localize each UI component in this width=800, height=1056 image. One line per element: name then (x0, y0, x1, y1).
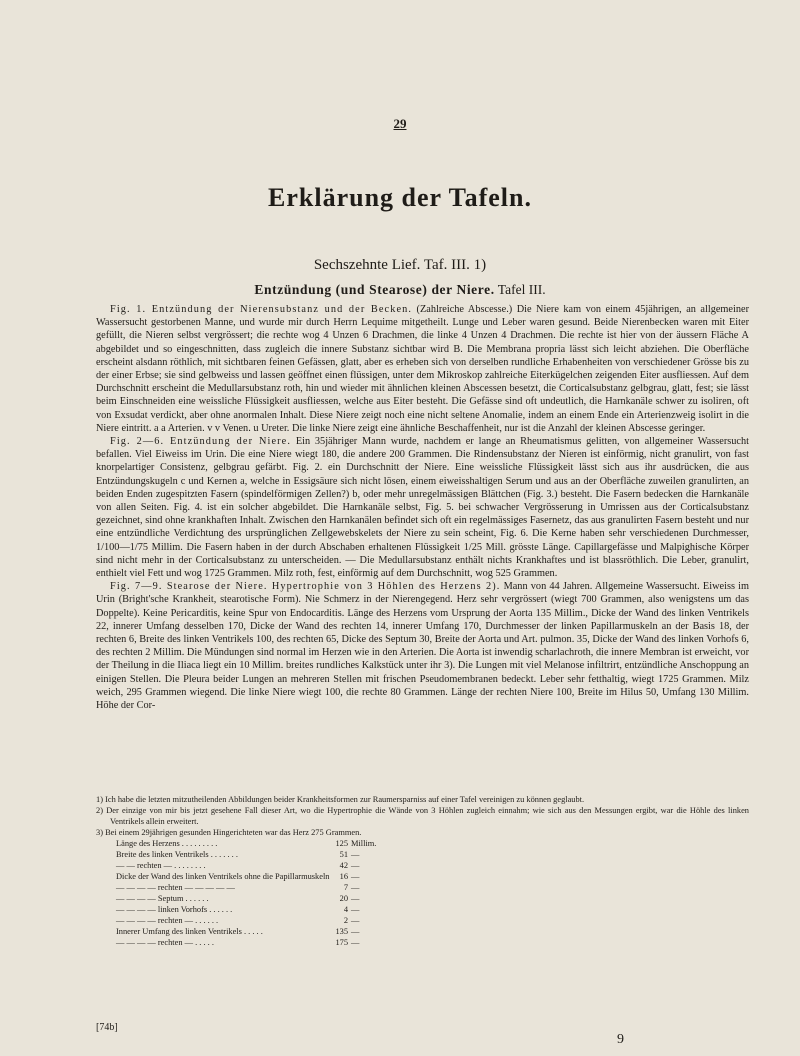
row-unit: — (351, 883, 360, 892)
table-row (116, 871, 376, 882)
page-number: 29 (393, 116, 407, 131)
paragraph-head: Fig. 2—6. Entzündung der Niere. (110, 436, 292, 448)
section-heading-bold: Entzündung (und Stearose) der Niere. (254, 282, 495, 297)
row-label: Innerer Umfang des linken Ventrikels . . . . . (116, 927, 263, 936)
table-row (116, 838, 376, 849)
subtitle: Sechszehnte Lief. Taf. III. 1) (313, 257, 487, 273)
row-unit: — (351, 850, 360, 859)
row-label: — — — — rechten — . . . . . . (116, 916, 219, 925)
body-text (96, 303, 749, 712)
paragraph-head: Fig. 1. Entzündung der Nierensubstanz und der Becken. (110, 304, 413, 315)
row-unit: — (351, 916, 360, 925)
paragraph-fig-1 (96, 303, 749, 435)
row-unit: Millim. (351, 839, 377, 848)
sheet-number: 9 (617, 1032, 624, 1047)
row-value: 125 (335, 839, 349, 848)
row-value: 16 (339, 872, 349, 881)
row-unit: — (351, 894, 360, 903)
row-unit: — (351, 861, 360, 870)
row-unit: — (351, 872, 360, 881)
table-row (116, 849, 376, 860)
section-heading (0, 282, 800, 298)
paragraph-fig-2-6 (96, 435, 749, 580)
row-value: 20 (339, 894, 349, 903)
row-value: 2 (343, 916, 349, 925)
heart-measurements-table (116, 838, 376, 948)
footnotes (96, 794, 749, 948)
table-row (116, 860, 376, 871)
row-unit: — (351, 905, 360, 914)
row-label: — — — — rechten — — — — — (116, 883, 235, 892)
section-heading-tail: Tafel III. (494, 282, 546, 297)
table-row (116, 904, 376, 915)
row-value: 4 (343, 905, 349, 914)
row-value: 42 (339, 861, 349, 870)
row-label: Dicke der Wand des linken Ventrikels ohne die Papillarmuskeln (116, 872, 330, 881)
footnote-3: 3) Bei einem 29jährigen gesunden Hingerichteten war das Herz 275 Grammen. (96, 828, 362, 837)
paragraph-text: Mann von 44 Jahren. Allgemeine Wassersucht. Eiweiss im Urin (Bright'sche Krankheit, stearotische Form). Nie Schmerz in der Nierengegend. Herz sehr vergrössert (wiegt 700 Grammen, also wenigstens um das Doppelte). Keine Pericarditis, keine Spur von Endocarditis. Länge des Herzens vom Ursprung der Aorta 135 Millim., Dicke der Wand des linken Ventrikels 22, innerer Umfang desselben 170, Dicke der Wand des rechten 14, innerer Umfang 170, Durchmesser der linken Papillarmuskeln an der Basis 18, der rechten 6, Breite des linken Ventrikels 100, des rechten 65, Dicke des Septum 30, Breite der Aorta und Art. pulmon. 35, Dicke der Wand des linken Vorhofs 6, des rechten 2 Millim. Die Mündungen sind normal im Herzen wie in den Arterien. Die Aorta ist inwendig scharlachroth, die innere Membran ist erweicht, vor der Theilung in die Iliaca liegt ein 10 Millim. breites rundliches Kalkstück unter ihr 3). Die Lungen mit viel Melanose infiltrirt, entzündliche Anschoppung an einigen Stellen. Die Pleura beider Lungen an mehreren Stellen mit frischen Pseudomembranen bedeckt. Leber sehr fetthaltig, wiegt 1725 Grammen. Milz weich, 295 Grammen wiegend. Die linke Niere wiegt 100, die rechte 80 Grammen. Länge der rechten Niere 100, Breite im Hilus 50, Umfang 130 Millim. Höhe der Cor- (96, 581, 749, 712)
row-label: — — — — rechten — . . . . . (116, 938, 214, 947)
table-row (116, 882, 376, 893)
row-label: — — rechten — . . . . . . . . (116, 861, 206, 870)
printer-signature: [74b] (96, 1022, 118, 1033)
table-row (116, 937, 376, 948)
footnote-2: 2) Der einzige von mir bis jetzt gesehene Fall dieser Art, wo die Hypertrophie die Wände von 3 Höhlen zugleich einnahm; wie sich aus den Messungen ergibt, war die Höhle des linken Ventrikels allein erweitert. (96, 806, 749, 826)
page-title: Erklärung der Tafeln. (268, 183, 532, 212)
row-label: Breite des linken Ventrikels . . . . . . . (116, 850, 238, 859)
row-value: 175 (335, 938, 349, 947)
row-label: Länge des Herzens . . . . . . . . . (116, 839, 218, 848)
row-label: — — — — Septum . . . . . . (116, 894, 209, 903)
row-value: 7 (343, 883, 349, 892)
footnote-1: 1) Ich habe die letzten mitzutheilenden Abbildungen beider Krankheitsformen zur Raumersparniss auf einer Tafel vereinigen zu können geglaubt. (96, 795, 585, 804)
table-row (116, 893, 376, 904)
row-label: — — — — linken Vorhofs . . . . . . (116, 905, 233, 914)
table-row (116, 926, 376, 937)
paragraph-fig-7-9 (96, 580, 749, 712)
row-unit: — (351, 927, 360, 936)
row-value: 51 (339, 850, 349, 859)
paragraph-text: (Zahlreiche Abscesse.) Die Niere kam von einem 45jährigen, an allgemeiner Wassersucht gestorbenen Manne, und wurde mir durch Herrn Lequime mitgetheilt. Lunge und Leber waren gesund. Beide Nierenbecken waren mit Eiter gefüllt, die Nieren selbst vergrössert; die rechte wog 4 Unzen 6 Drachmen, die linke 4 Unzen 4 Drachmen. Die rechte ist hier von der äussern Fläche A abgebildet und so eingeschnitten, dass zugleich die innere Substanz sichtbar wird B. Die Membrana propria lässt sich leicht abziehen. Die Oberfläche erscheint alsdann röthlich, mit sichtbaren feinen Gefässen, glatt, aber es erheben sich von derselben rundliche Erhabenheiten von verschiedener Grösse bis zu der einer Erbse; sie sind gelbweiss und lassen geöffnet einen flüssigen, unter dem Mikroskop zahlreiche Eiterkügelchen zeigenden Eiter ausfliessen. Auf dem Durchschnitt erscheint die Medullarsubstanz roth, hin und wieder mit ähnlichen kleinen Abscessen besetzt, die Corticalsubstanz gelbgrau, glatt, fest; sie lässt beim Einschneiden eine weissliche Flüssigkeit ausfliessen, welche aus Eiter besteht. Die Gefässe sind oft undeutlich, die Harnkanäle schwer zu isoliren, oft von Exsudat verdickt, aber ohne anormalen Inhalt. Diese Niere zeigt noch eine nicht seltene Anomalie, indem an einem Ende ein Arterienzweig isolirt in die Niere eintritt. a a Arterien. v v Venen. u Ureter. Die linke Niere zeigt eine ähnliche Beschaffenheit, nur ist die Anzahl der kleinen Abscesse geringer. (96, 304, 749, 434)
row-value: 135 (335, 927, 349, 936)
row-unit: — (351, 938, 360, 947)
table-row (116, 915, 376, 926)
paragraph-head: Fig. 7—9. Stearose der Niere. Hypertrophie von 3 Höhlen des Herzens 2). (110, 581, 501, 593)
paragraph-text: Ein 35jähriger Mann wurde, nachdem er lange an Rheumatismus gelitten, von allgemeiner Wassersucht befallen. Viel Eiweiss im Urin. Die eine Niere wiegt 180, die andere 200 Grammen. Die Rindensubstanz der Nieren ist einförmig, nicht granulirt, von fast knorpelartiger Consistenz, gelbgrau gefärbt. Fig. 2. ein Durchschnitt der Niere. Eine weissliche Flüssigkeit lässt sich aus ihr ausdrücken, die aus Entzündungskugeln c und Kernen a, welche in Essigsäure sich nicht lösen, einem eiweisshaltigen Serum und aus an der Oberfläche zuweilen granulirten, an beiden Enden zugespitzten Fasern (spindelförmigen Zellen?) b, oder mehr unregelmässigen Blättchen (Fig. 3.) besteht. Die Fasern bedecken die Harnkanäle von allen Seiten. Fig. 4. ist ein solcher abgebildet. Die Harnkanäle selbst, Fig. 5. bei schwacher Vergrösserung in Umrissen aus der Corticalsubstanz gezeichnet, sind ohne krankhaften Inhalt. Zwischen den Harnkanälen befindet sich oft ein regelmässiges Fasernetz, das aus granulirten Fasern besteht und nur eine entzündliche Verdichtung des ursprünglichen Zellgewebskelets der Niere zu sein scheint, Fig. 6. Die Kerne haben sehr verschiedenen Durchmesser, 1/100—1/75 Millim. Die Fasern haben in der durch Abschaben erhaltenen Flüssigkeit 1/25 Mill. grösste Länge. Capillargefässe und Malpighische Körper sind nicht mehr in der Corticalsubstanz zu unterscheiden. — Die Medullarsubstanz enthält nichts Krankhaftes und ist blassröthlich. Die Leber, granulirt, enthielt viel Fett und wog 1725 Grammen. Milz roth, fest, einförmig auf dem Durchschnitt, wog 525 Grammen. (96, 436, 749, 580)
